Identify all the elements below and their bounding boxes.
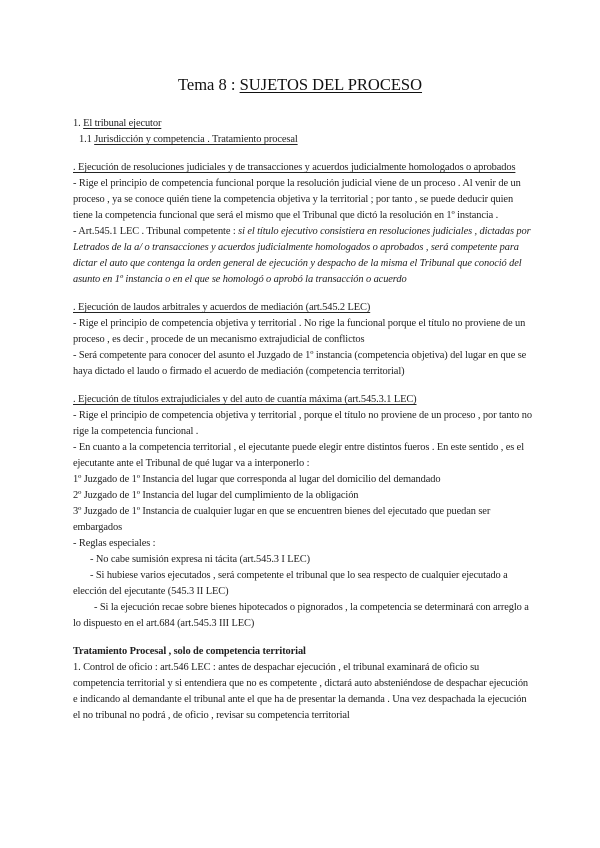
document-body (73, 116, 533, 724)
section-4-heading: Tratamiento Procesal , solo de competencia territorial (73, 646, 306, 657)
heading-2-label: Jurisdicción y competencia . Tratamiento procesal (94, 134, 298, 145)
section-3-option-3: 3º Juzgado de 1º Instancia de cualquier lugar en que se encuentren bienes del ejecutado que puedan ser embargados (73, 506, 491, 533)
section-1-paragraph-1: - Rige el principio de competencia funcional porque la resolución judicial viene de un proceso . Al venir de un proceso , ya se conoce quién tiene la competencia objetiva y la territorial ; por tanto , se puede deducir quien tiene la competencia funcional que será el mismo que el Tribunal que dictó la resolución en 1º instancia . (73, 178, 521, 221)
section-4-paragraph-1: 1. Control de oficio : art.546 LEC : antes de despachar ejecución , el tribunal examinará de oficio su competencia territorial y si entendiera que no es competente , dictará auto absteniéndose de despachar ejecución e indicando al demandante el tribunal ante el que ha de presentar la demanda . Una vez despachada la ejecución el no tribunal no podrá , de oficio , revisar su competencia territorial (73, 662, 529, 721)
page-title (0, 75, 600, 95)
heading-1-label: El tribunal ejecutor (83, 118, 162, 129)
heading-2 (73, 132, 533, 148)
section-3-rule-2: - Si hubiese varios ejecutados , será competente el tribunal que lo sea respecto de cualquier ejecutado a elección del ejecutante (545.3 II LEC) (73, 570, 508, 597)
section-3-paragraph-1: - Rige el principio de competencia objetiva y territorial , porque el título no proviene de un proceso , por tanto no rige la competencia funcional . (73, 410, 532, 437)
section-3-option-2: 2º Juzgado de 1º Instancia del lugar del cumplimiento de la obligación (73, 490, 359, 501)
section-2-paragraph-1: - Rige el principio de competencia objetiva y territorial . No rige la funcional porque el título no proviene de un proceso , es decir , procede de un mecanismo extrajudicial de conflictos (73, 318, 526, 345)
heading-1-number: 1. (73, 118, 84, 129)
section-3-rule-1: - No cabe sumisión expresa ni tácita (art.545.3 I LEC) (90, 554, 310, 565)
section-3-heading: . Ejecución de títulos extrajudiciales y del auto de cuantía máxima (art.545.3.1 LEC) (73, 394, 417, 405)
section-2-heading: . Ejecución de laudos arbitrales y acuerdos de mediación (art.545.2 LEC) (73, 302, 371, 313)
section-3-paragraph-2: - En cuanto a la competencia territorial , el ejecutante puede elegir entre distintos fueros . En este sentido , es el ejecutante ante el Tribunal de qué lugar va a interponerlo : (73, 442, 524, 469)
section-3-option-1: 1º Juzgado de 1º Instancia del lugar que corresponda al lugar del domicilio del demandado (73, 474, 441, 485)
title-prefix: Tema 8 : (177, 75, 240, 94)
section-1-paragraph-2 (73, 224, 533, 288)
title-main: SUJETOS DEL PROCESO (239, 75, 423, 94)
heading-2-number: 1.1 (79, 134, 95, 145)
section-3-special-rules: - Reglas especiales : (73, 538, 156, 549)
section-1-article-text: si el título ejecutivo consistiera en resoluciones judiciales , dictadas por Letrados de la a/ o transacciones y acuerdos judicialmente homologados o aprobados , será competente para dictar el auto que contenga la orden general de ejecución y despacho de la misma el Tribunal que conoció del asunto en 1º instancia o en el que se homologó o aprobó la transacción o acuerdo (73, 226, 531, 285)
section-2-paragraph-2: - Será competente para conocer del asunto el Juzgado de 1º instancia (competencia objetiva) del lugar en que se haya dictado el laudo o firmado el acuerdo de mediación (competencia territorial) (73, 350, 527, 377)
heading-1 (73, 116, 533, 132)
section-1-heading: . Ejecución de resoluciones judiciales y de transacciones y acuerdos judicialmente homologados o aprobados (73, 162, 516, 173)
section-3-rule-3: - Si la ejecución recae sobre bienes hipotecados o pignorados , la competencia se determinará con arreglo a lo dispuesto en el art.684 (art.545.3 III LEC) (73, 602, 529, 629)
section-1-article-ref: - Art.545.1 LEC . Tribunal competente : (73, 226, 239, 237)
